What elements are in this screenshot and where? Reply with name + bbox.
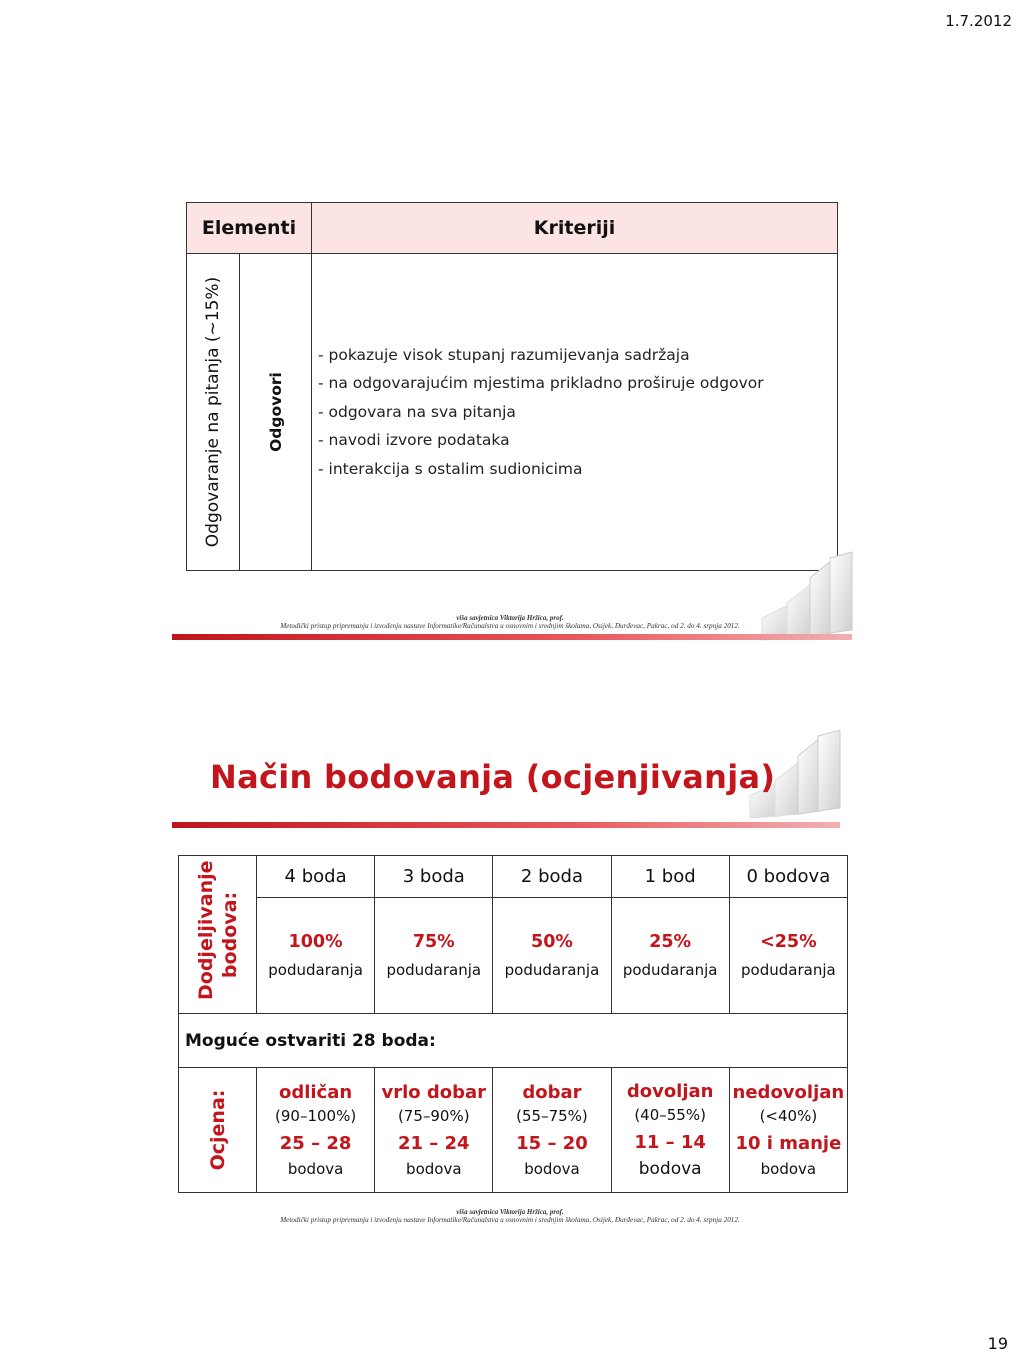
percent-value: 75% [412,932,455,952]
grade-range: (40–55%) [634,1106,706,1124]
points-header: 0 bodova [729,856,847,898]
grade-range: (<40%) [759,1107,818,1125]
grade-name: odličan [278,1082,353,1103]
grade-points: 21 – 24 [397,1133,470,1154]
grade-name: dobar [522,1082,582,1103]
percent-value: 25% [649,932,692,952]
grade-name: vrlo dobar [381,1082,487,1103]
grade-unit: bodova [406,1160,462,1178]
total-note: Moguće ostvariti 28 boda: [179,1014,848,1068]
match-label: podudaranja [741,961,836,979]
grade-unit: bodova [638,1159,702,1179]
percent-value: <25% [760,932,817,952]
points-header: 4 boda [257,856,375,898]
criteria-cell [312,254,838,571]
page-date: 1.7.2012 [945,12,1012,30]
grade-cell [257,1068,375,1193]
side-grade-label: Ocjena: [206,1089,229,1171]
grade-cell [729,1068,847,1193]
col-elements-header: Elementi [187,203,312,254]
grade-points: 15 – 20 [516,1133,588,1154]
grade-points: 25 – 28 [279,1133,352,1154]
percent-cell [611,898,729,1014]
slide1-red-line [172,634,852,640]
grade-range: (55–75%) [516,1107,588,1125]
grade-unit: bodova [760,1160,817,1178]
match-label: podudaranja [622,961,718,979]
footer-author: viša savjetnica Viktorija Hržica, prof. [456,1208,564,1216]
percent-cell [257,898,375,1014]
percent-value: 100% [288,932,343,952]
grade-unit: bodova [524,1160,580,1178]
criteria-list [312,341,837,484]
criteria-table [186,202,838,571]
grade-cell [493,1068,611,1193]
slide2-red-line [172,822,840,828]
grade-name: dovoljan [626,1081,714,1102]
side-grade-cell [179,1068,257,1193]
grade-cell [375,1068,493,1193]
side-points-cell [179,856,257,1014]
slide2-title: Način bodovanja (ocjenjivanja) [210,758,776,796]
list-item: - navodi izvore podataka [318,431,510,450]
list-item: - na odgovarajućim mjestima prikladno proširuje odgovor [318,374,764,393]
percent-value: 50% [531,932,573,952]
points-header: 3 boda [375,856,493,898]
row-element-cell [240,254,312,571]
list-item: - interakcija s ostalim sudionicima [318,459,583,478]
grade-points: 11 – 14 [634,1132,706,1153]
footer-text: Metodički pristup pripremanju i izvođenju nastave Informatike/Računalstva u osnovnim i srednjim školama, Osijek, Đurđevac, Pakrac, od 2. do 4. srpnja 2012. [280,1216,740,1224]
grade-points: 10 i manje [735,1133,842,1154]
grade-unit: bodova [287,1160,344,1178]
list-item: - odgovara na sva pitanja [318,402,516,421]
side-points-label: Dodjeljivanje bodova: [194,860,241,1000]
match-label: podudaranja [268,961,363,979]
points-header: 2 boda [493,856,611,898]
match-label: podudaranja [504,961,600,979]
percent-cell [375,898,493,1014]
slide2-footer [230,1208,790,1224]
grade-range: (75–90%) [397,1107,470,1125]
row-element-label: Odgovori [266,372,285,452]
slide1-footer [230,614,790,630]
points-header: 1 bod [611,856,729,898]
col-criteria-header: Kriteriji [312,203,838,254]
match-label: podudaranja [386,961,482,979]
footer-author: viša savjetnica Viktorija Hržica, prof. [456,614,564,622]
row-group-label: Odgovaranje na pitanja (~15%) [203,276,223,548]
page-number: 19 [987,1334,1008,1353]
scoring-table [178,855,848,1193]
percent-cell [493,898,611,1014]
percent-cell [729,898,847,1014]
grade-range: (90–100%) [275,1107,357,1125]
grade-name: nedovoljan [732,1082,845,1103]
list-item: - pokazuje visok stupanj razumijevanja sadržaja [318,345,690,364]
grade-cell [611,1068,729,1193]
footer-text: Metodički pristup pripremanju i izvođenju nastave Informatike/Računalstva u osnovnim i srednjim školama, Osijek, Đurđevac, Pakrac, od 2. do 4. srpnja 2012. [280,622,740,630]
row-group-cell [187,254,240,571]
